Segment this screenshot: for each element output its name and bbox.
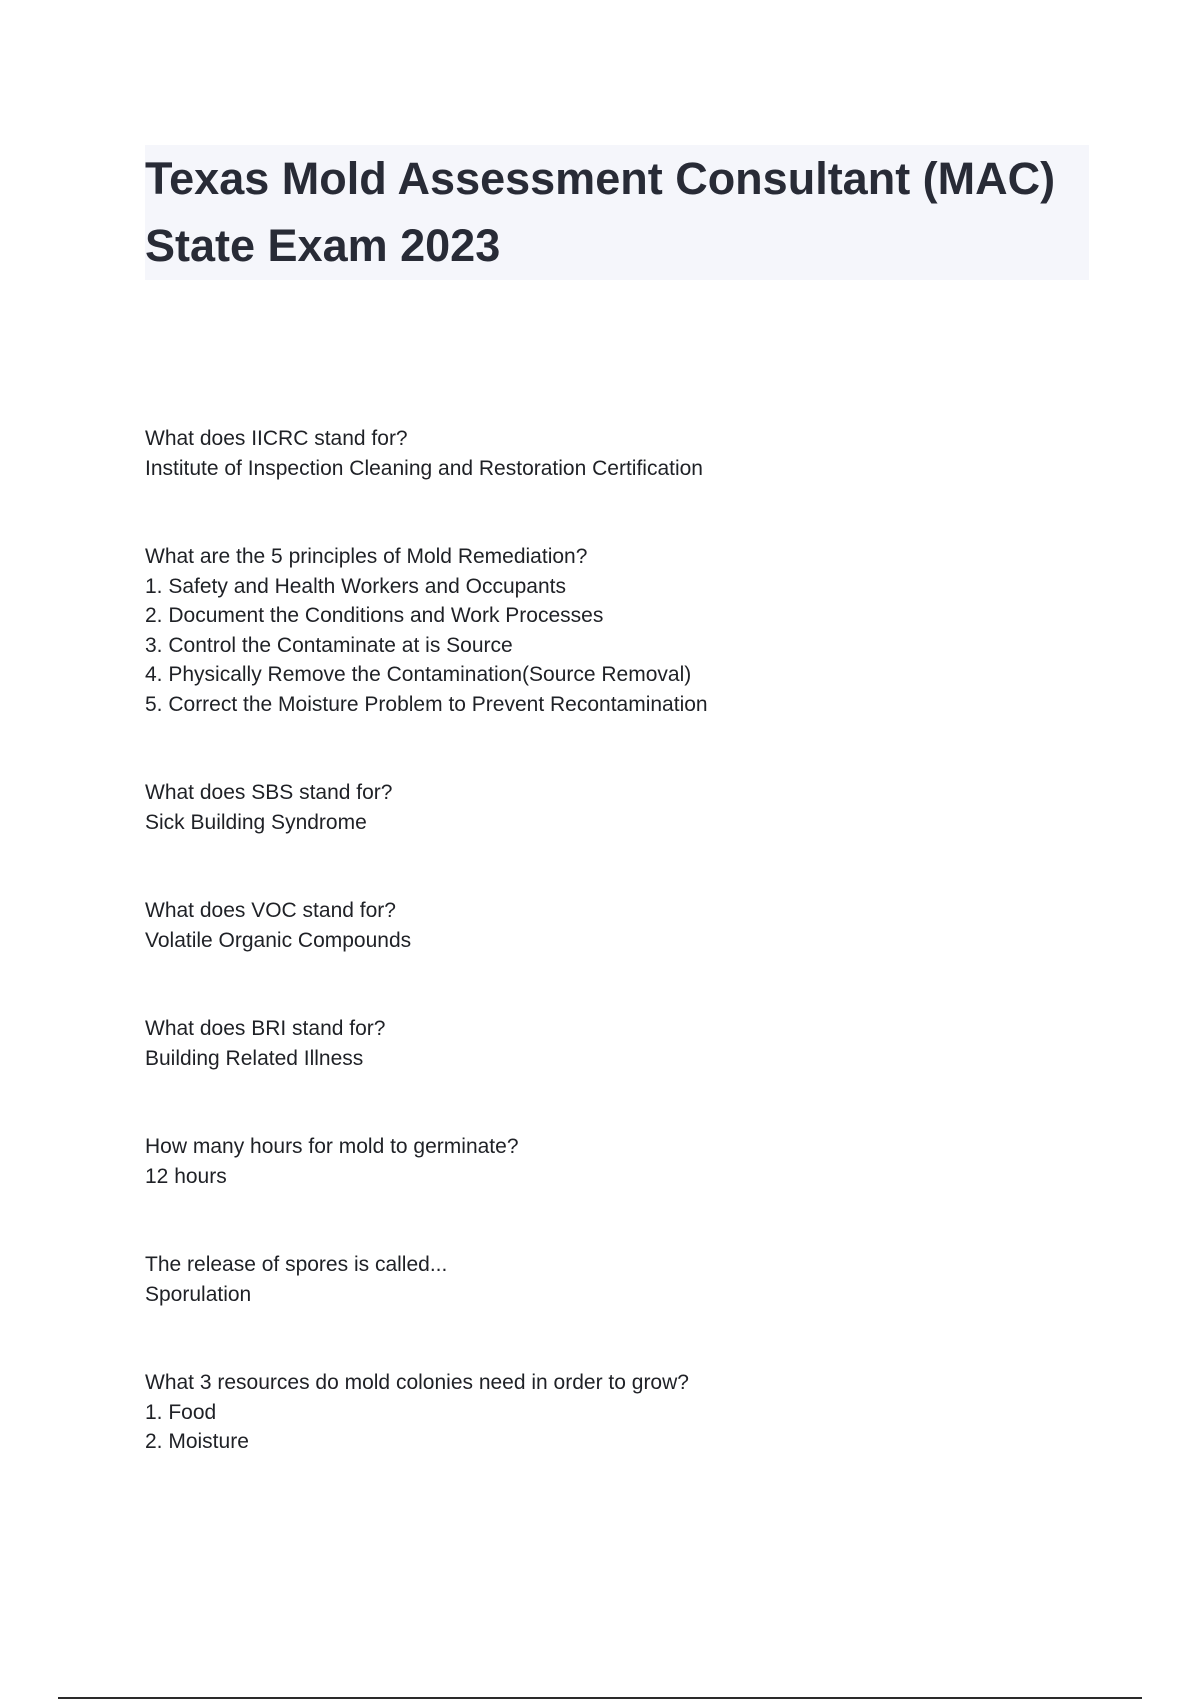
question-text: What does VOC stand for? (145, 899, 396, 922)
question-text: What does SBS stand for? (145, 781, 393, 804)
answer-line: 1. Food (145, 1400, 217, 1424)
document-title-line-1: Texas Mold Assessment Consultant (MAC) (145, 153, 1056, 204)
footer-divider (58, 1697, 1142, 1699)
answer-line: Building Related Illness (145, 1046, 364, 1070)
question-text: What does BRI stand for? (145, 1017, 386, 1040)
title-block (145, 145, 1089, 280)
answer-line: 5. Correct the Moisture Problem to Prevent Recontamination (145, 692, 708, 716)
qa-item (145, 896, 1045, 955)
qa-item (145, 1368, 1045, 1457)
qa-item (145, 1132, 1045, 1191)
question-text: What 3 resources do mold colonies need in order to grow? (145, 1371, 689, 1394)
answer-line: Institute of Inspection Cleaning and Restoration Certification (145, 456, 703, 480)
qa-item (145, 542, 1045, 719)
answer-line: 1. Safety and Health Workers and Occupants (145, 574, 567, 598)
question-text: The release of spores is called... (145, 1253, 448, 1276)
answer-line: Sick Building Syndrome (145, 810, 367, 834)
answer-line: 4. Physically Remove the Contamination(Source Removal) (145, 663, 692, 686)
document-title-line-2: State Exam 2023 (145, 220, 501, 271)
question-text: What does IICRC stand for? (145, 427, 408, 450)
answer-line: 2. Moisture (145, 1430, 249, 1453)
answer-line: Sporulation (145, 1282, 252, 1306)
question-text: What are the 5 principles of Mold Remediation? (145, 545, 588, 568)
question-text: How many hours for mold to germinate? (145, 1135, 519, 1158)
qa-item (145, 778, 1045, 837)
qa-item (145, 1250, 1045, 1309)
answer-line: 3. Control the Contaminate at is Source (145, 633, 513, 657)
qa-item (145, 1014, 1045, 1073)
answer-line: Volatile Organic Compounds (145, 928, 412, 952)
answer-line: 2. Document the Conditions and Work Processes (145, 604, 604, 627)
question-answer-list (145, 424, 1045, 1457)
answer-line: 12 hours (145, 1164, 227, 1188)
qa-item (145, 424, 1045, 483)
document-title (145, 145, 1089, 279)
